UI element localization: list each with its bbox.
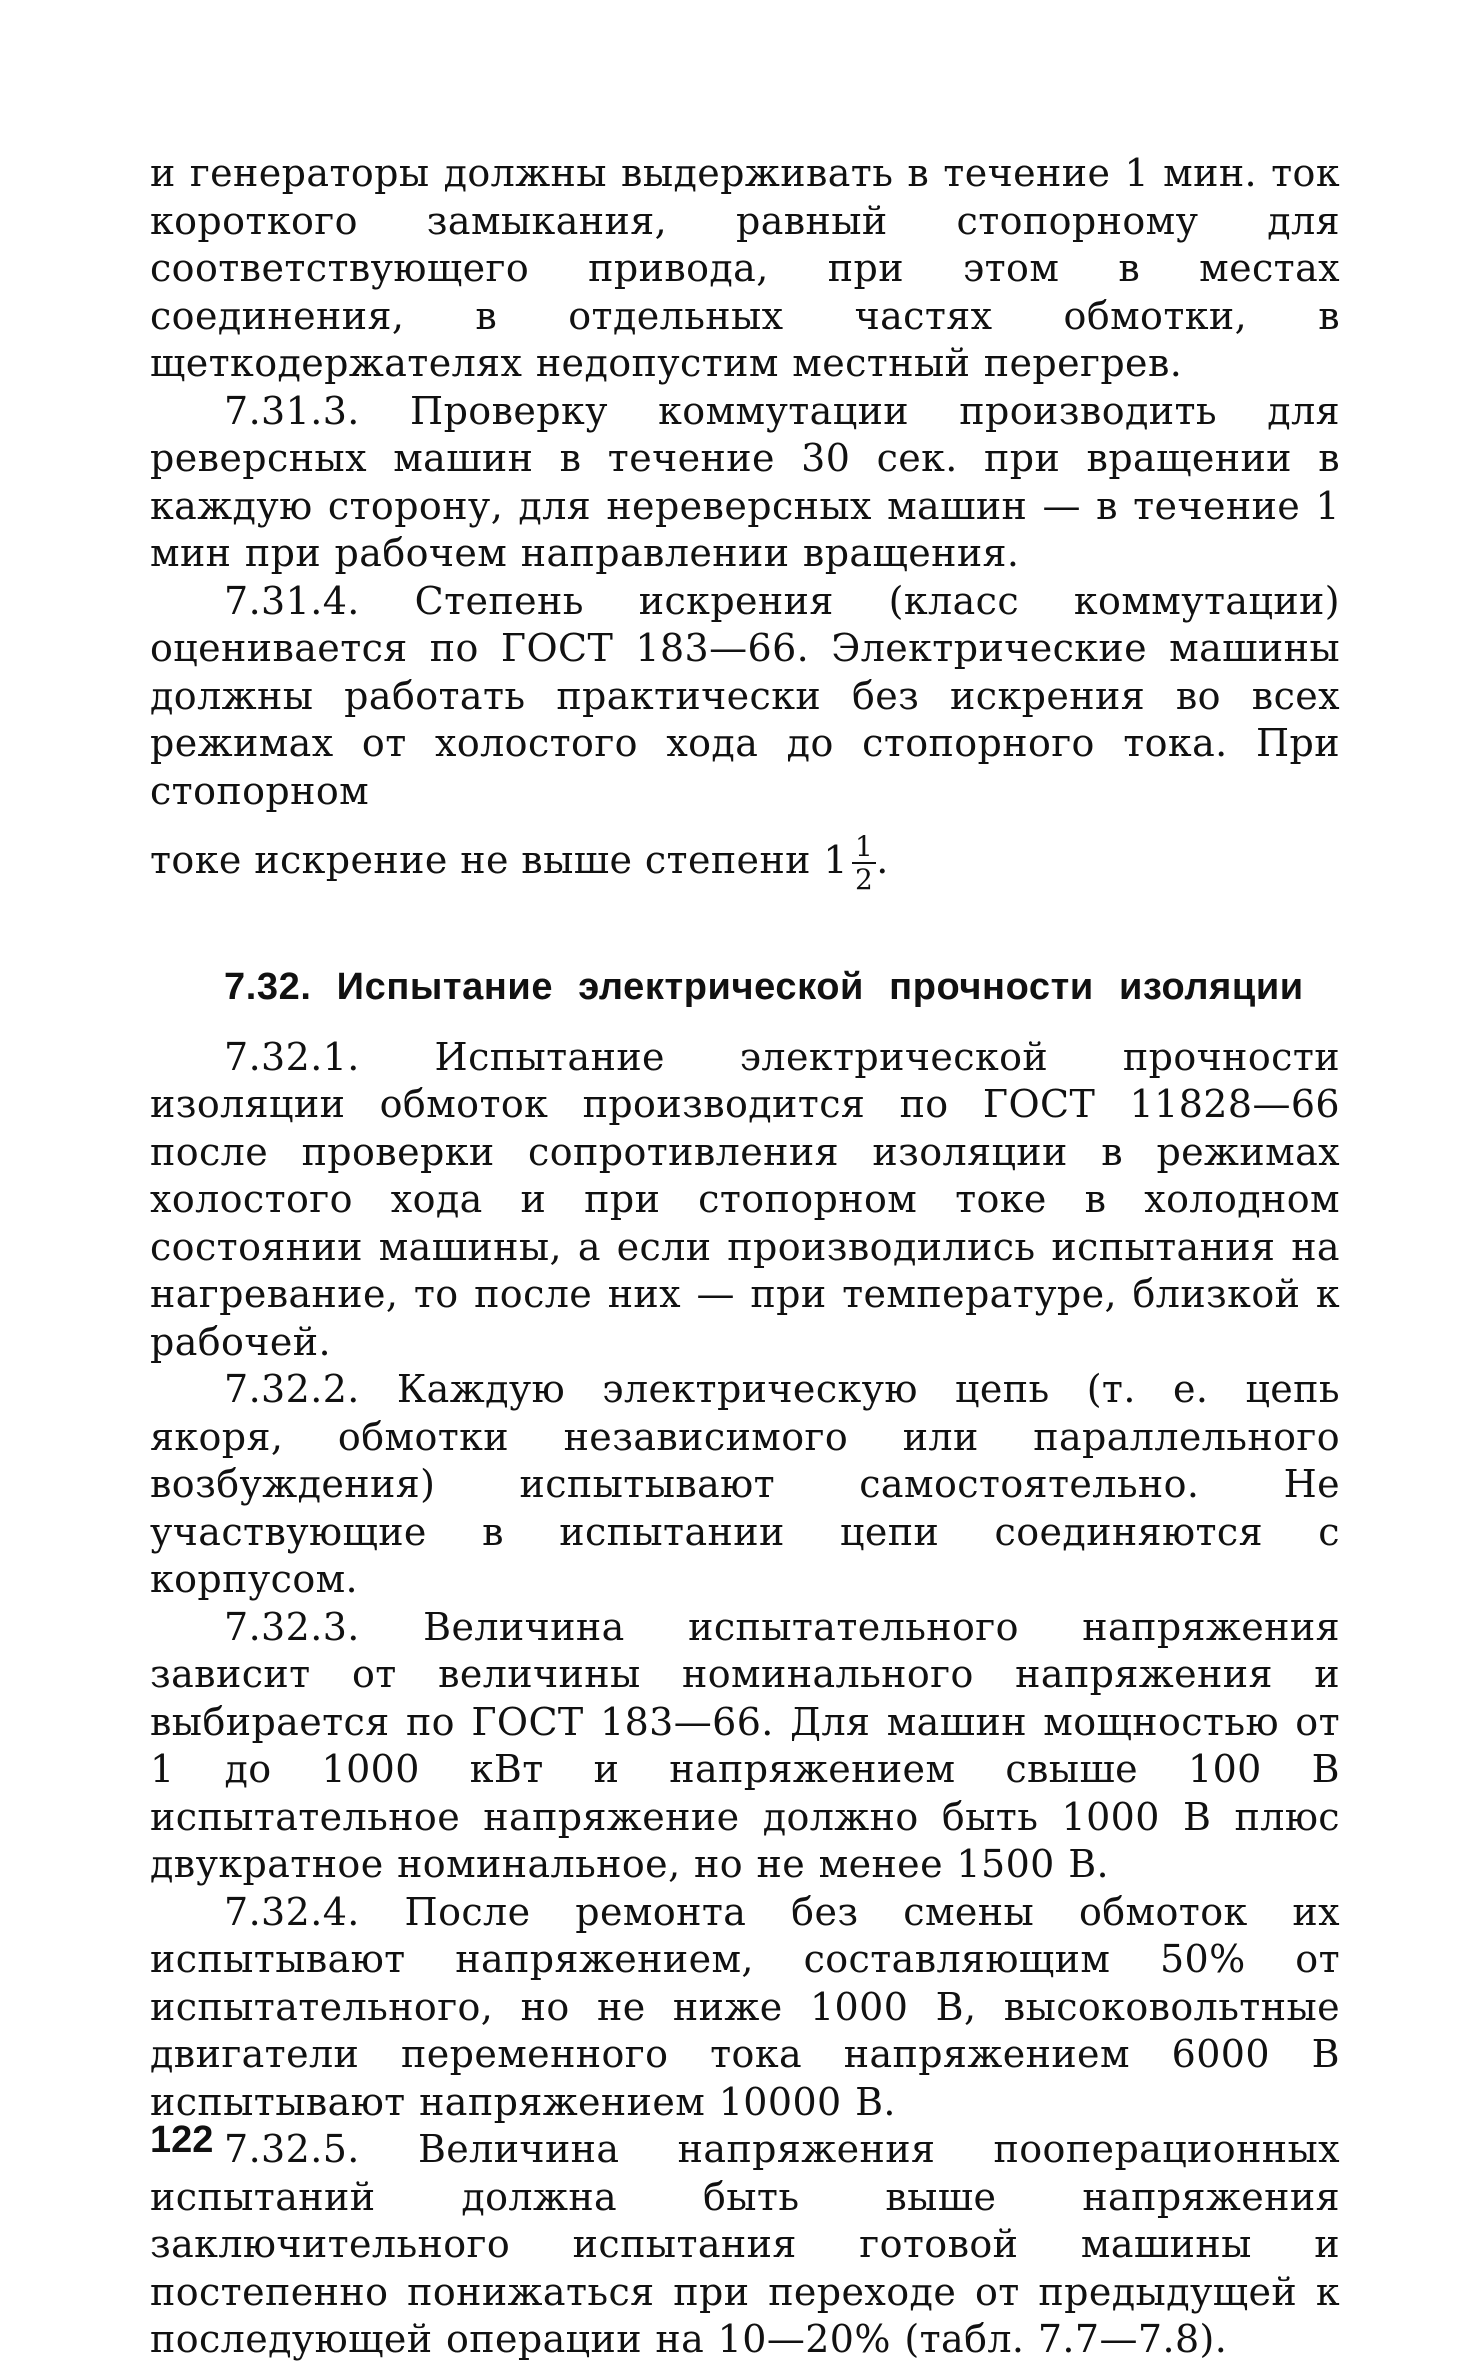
paragraph-7-32-4: 7.32.4. После ремонта без смены обмоток их испытывают напряжением, составляющим 50% от испытательного, но не ниже 1000 В, высоковольтные двигатели переменного тока напряжением 6000 В испытывают напряжением 10000 В. <box>150 1889 1340 2124</box>
page-number: 122 <box>150 2119 214 2161</box>
paragraph-7-32-1: 7.32.1. Испытание электрической прочности изоляции обмоток производится по ГОСТ 11828—66 после проверки сопротивления изоляции в режимах холостого хода и при стопорном токе в холодном состоянии машины, а если производились испытания на нагревание, то после них — при температуре, близкой к рабочей. <box>150 1034 1340 1364</box>
paragraph-7-31-4-end <box>150 830 1340 896</box>
paragraph-7-32-5: 7.32.5. Величина напряжения пооперационных испытаний должна быть выше напряжения заключительного испытания готовой машины и постепенно понижаться при переходе от предыдущей к последующей операции на 10—20% (табл. 7.7—7.8). <box>150 2127 1340 2361</box>
page-body <box>150 150 1340 2364</box>
fraction-numerator: 1 <box>852 833 876 864</box>
paragraph-7-31-4-end-text: токе искрение не выше степени 1 <box>150 838 848 882</box>
paragraph-7-32-3: 7.32.3. Величина испытательного напряжения зависит от величины номинального напряжения и выбирается по ГОСТ 183—66. Для машин мощностью от 1 до 1000 кВт и напряжением свыше 100 В испытательное напряжение должно быть 1000 В плюс двукратное номинальное, но не менее 1500 В. <box>150 1604 1340 1886</box>
fraction-denominator: 2 <box>854 863 874 896</box>
fraction-one-half <box>852 830 876 896</box>
paragraph-7-32-2: 7.32.2. Каждую электрическую цепь (т. е. цепь якоря, обмотки независимого или параллельного возбуждения) испытывают самостоятельно. Не участвующие в испытании цепи соединяются с корпусом. <box>150 1367 1340 1601</box>
paragraph-7-31-3: 7.31.3. Проверку коммутации производить для реверсных машин в течение 30 сек. при вращении в каждую сторону, для нереверсных машин — в течение 1 мин при рабочем направлении вращения. <box>150 388 1340 575</box>
paragraph-continuation: и генераторы должны выдерживать в течение 1 мин. ток короткого замыкания, равный стопорному для соответствующего привода, при этом в местах соединения, в отдельных частях обмотки, в щеткодержателях недопустим местный перегрев. <box>150 151 1340 385</box>
paragraph-7-31-4: 7.31.4. Степень искрения (класс коммутации) оценивается по ГОСТ 183—66. Электрические машины должны работать практически без искрения во всех режимах от холостого хода до стопорного тока. При стопорном <box>150 578 1340 813</box>
section-heading-7-32: 7.32. Испытание электрической прочности изоляции <box>224 966 1304 1008</box>
paragraph-7-31-4-tail: . <box>876 838 889 882</box>
